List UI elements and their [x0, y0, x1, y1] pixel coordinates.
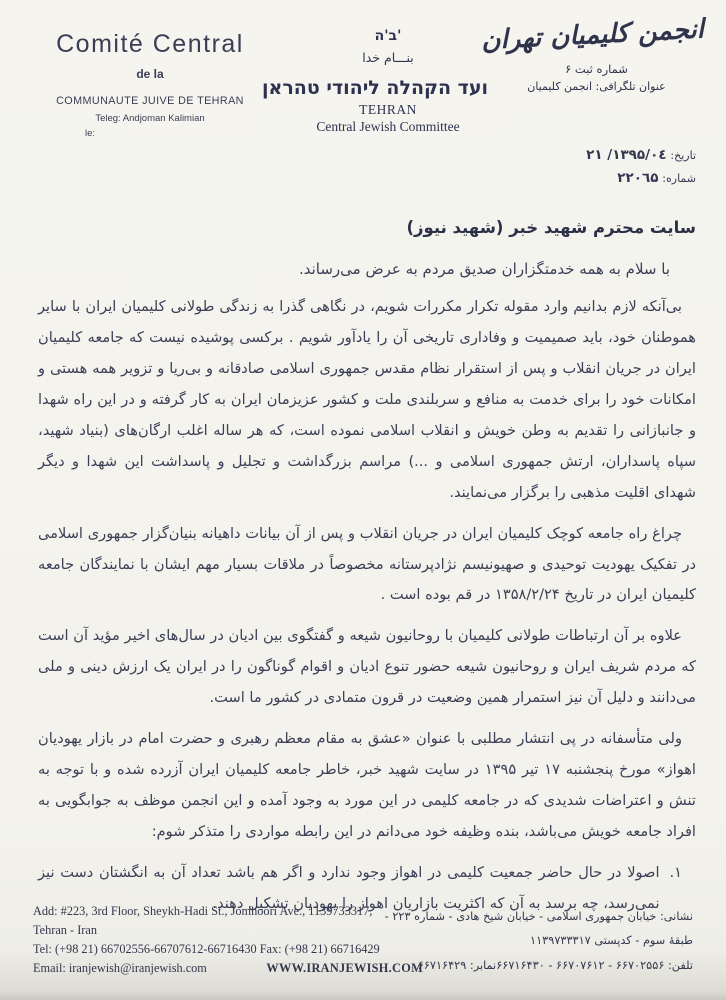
hebrew-committee-title: ועד הקהלה ליהודי טהראן [261, 77, 488, 99]
letterhead-center-block [261, 28, 488, 135]
footer-persian-block [384, 905, 693, 978]
footer-website: WWW.IRANJEWISH.COM [266, 960, 423, 975]
footer-english-block [33, 902, 423, 978]
letter-body [38, 292, 696, 920]
footer-fa-address-1: نشانی: خیابان جمهوری اسلامی - خیابان شیخ هادی - شماره ۲۲۳ - [384, 910, 693, 924]
letter-footer [33, 902, 693, 978]
persian-calligraphic-title: انجمن کلیمیان تهران [480, 14, 705, 57]
date-number-block [586, 147, 696, 193]
number-label: شماره: [662, 172, 696, 185]
paragraph-2: چراغ راه جامعه کوچک کلیمیان ایران در جریان انقلاب و پس از آن بیانات داهیانه بنیان‌گزار جمهوری اسلامی در تفکیک یهودیت توحیدی و صهیونیسم نژادپرستانه مخصوصاً در ملاقات بسیار مهم ایشان با نمایندگان جامعه کلیمیان ایران در تاریخ ۱۳۵۸/۲/۲۴ در قم بوده است . [38, 524, 696, 604]
list-item-number: ۱. [669, 863, 682, 881]
hebrew-bh-abbreviation: ב'ה' [374, 28, 402, 44]
telegraphic-address-line: عنوان تلگرافی: انجمن کلیمیان [527, 80, 666, 93]
footer-fa-tel: تلفن: ۶۶۷۰۲۵۵۶ - ۶۶۷۰۷۶۱۲ - ۶۶۷۱۶۴۳۰ [496, 958, 693, 972]
letterhead-le-line: le: [85, 128, 96, 139]
letterhead-french-block [30, 30, 270, 139]
letterhead-teleg-line: Teleg: Andjoman Kalimian [95, 113, 205, 124]
in-the-name-of-god-line: بنـــام خدا [362, 50, 414, 65]
footer-en-tel-fax: Tel: (+98 21) 66702556-66707612-66716430 Fax: (+98 21) 66716429 [33, 941, 380, 956]
date-value: ۱۳۹۵/٠٤/ ۲۱ [586, 147, 667, 163]
letterhead-french-subtitle: de la [136, 67, 164, 81]
paragraph-1: بی‌آنکه لازم بدانیم وارد مقوله تکرار مکررات شویم، در نگاهی گذرا به زندگی طولانی کلیمیان ایران با سایر هموطنان خود، باید صمیمیت و وفاداری تاریخی آن را یادآور شویم . برکسی پوشیده نیست که جامعه کلیمیان ایران در جریان انقلاب و پس از استقرار نظام مقدس جمهوری اسلامی صادقانه و بی‌ریا و تزویر همه هستی و امکانات خود را برای خدمت به منافع و سربلندی ملت و کشور عزیزمان ایران به کار گرفته و در این راه شهدا و جانبازانی را تقدیم به وطن خویش و انقلاب اسلامی نموده است، که هر ساله اغلب ارگان‌های (بنیاد شهید، سپاه پاسداران، ارتش جمهوری اسلامی و ...) مراسم بزرگداشت و تجلیل و پاسداشت این شهدا و دیگر شهدای اقلیت مذهبی را برگزار می‌نمایند. [38, 298, 696, 501]
footer-en-address-1: Add: #223, 3rd Floor, Sheykh-Hadi St., Jomhoori Ave., 1139733317, [33, 903, 373, 918]
footer-fa-fax: نمابر: ۶۶۷۱۶۴۲۹ [417, 958, 497, 972]
number-row [586, 170, 696, 186]
letter-greeting: با سلام به همه خدمتگزاران صدیق مردم به عرض می‌رساند. [298, 260, 670, 278]
list-item-text: اصولا در حال حاضر جمعیت کلیمی در اهواز وجود ندارد و اگر هم باشد تعداد آن به انگشتان دست نیز نمی‌رسد، چه برسد به آن که اکثریت بازاریان اهواز را یهودیان تشکیل دهند. [38, 863, 660, 912]
date-row [586, 147, 696, 163]
letter-subject: سایت محترم شهید خبر (شهید نیوز) [406, 218, 696, 237]
footer-en-address-2: Tehran - Iran [33, 922, 97, 937]
registration-number-line: شماره ثبت ۶ [565, 62, 628, 76]
date-label: تاریخ: [670, 149, 696, 162]
paragraph-3: علاوه بر آن ارتباطات طولانی کلیمیان با روحانیون شیعه و گفتگوی بین ادیان در سال‌های اخیر مؤید آن است که مردم شریف ایران و روحانیون شیعه حضور تنوع ادیان و اقوام گوناگون را در ایران یک ارزش دینی و ملی می‌دانند و دلیل آن نیز استمرار همین وضعیت در قرون متمادی در کشور ما است. [38, 627, 696, 707]
letterhead-persian-block [480, 14, 705, 93]
letterhead-city: TEHRAN [359, 102, 417, 117]
paragraph-4: ولی متأسفانه در پی انتشار مطلبی با عنوان «عشق به مقام معظم رهبری و حضرت امام در بازار یهودیان اهواز» مورخ پنجشنبه ۱۷ تیر ۱۳۹۵ در سایت شهید خبر، خاطر جامعه کلیمیان ایران آزرده شده و با توجه به تنش و اعتراضات شدیدی که در جامعه کلیمی در این مورد به وجود آمده و این انجمن موظف به جوابگویی به افراد جامعه خویش می‌باشد، بنده وظیفه خود می‌دانم در این رابطه مواردی را متذکر شوم: [38, 730, 696, 840]
footer-en-contact-row [33, 959, 423, 978]
letterhead-english-org: Central Jewish Committee [316, 119, 460, 134]
letterhead-french-title: Comité Central [56, 30, 244, 58]
letterhead-french-org: COMMUNAUTE JUIVE DE TEHRAN [56, 95, 244, 107]
number-value: ۲۲۰٦۵ [617, 170, 659, 186]
footer-fa-phone-row [417, 954, 693, 978]
footer-email: Email: iranjewish@iranjewish.com [33, 960, 207, 975]
footer-fa-address-2: طبقهٔ سوم - کدپستی ۱۱۳۹۷۳۳۳۱۷ [530, 934, 693, 948]
